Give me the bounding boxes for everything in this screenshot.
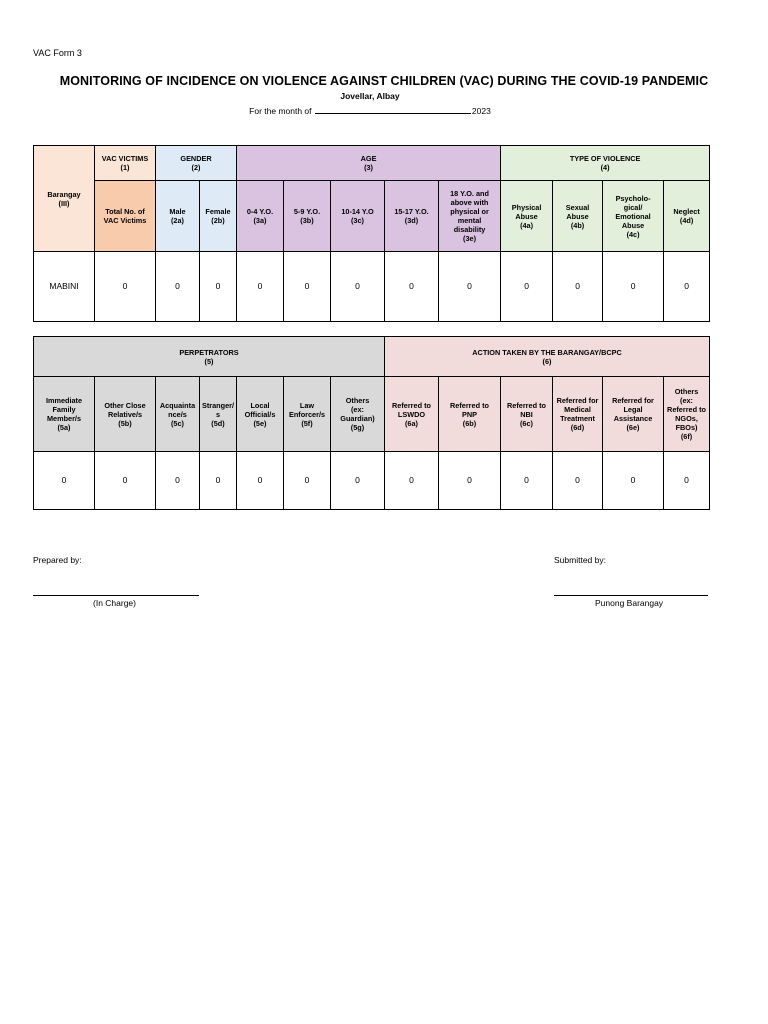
- age-5-9-cell[interactable]: 0: [284, 252, 331, 322]
- psychological-abuse-header: Psycholo- gical/ Emotional Abuse (4c): [603, 181, 664, 252]
- vac-victims-header: VAC VICTIMS (1): [95, 146, 156, 181]
- close-relatives-header: Other Close Relative/s (5b): [95, 377, 156, 452]
- strangers-cell[interactable]: 0: [200, 452, 237, 510]
- perpetrators-actions-table: [33, 336, 710, 510]
- local-officials-cell[interactable]: 0: [237, 452, 284, 510]
- referred-legal-cell[interactable]: 0: [603, 452, 664, 510]
- acquaintances-cell[interactable]: 0: [156, 452, 200, 510]
- referred-pnp-header: Referred to PNP (6b): [439, 377, 501, 452]
- referred-nbi-header: Referred to NBI (6c): [501, 377, 553, 452]
- sexual-abuse-header: Sexual Abuse (4b): [553, 181, 603, 252]
- violence-type-header: TYPE OF VIOLENCE (4): [501, 146, 710, 181]
- action-taken-header: ACTION TAKEN BY THE BARANGAY/BCPC (6): [385, 337, 710, 377]
- age-5-9-header: 5-9 Y.O. (3b): [284, 181, 331, 252]
- age-header: AGE (3): [237, 146, 501, 181]
- form-number: VAC Form 3: [33, 48, 82, 58]
- neglect-header: Neglect (4d): [664, 181, 710, 252]
- other-perpetrators-header: Others (ex: Guardian) (5g): [331, 377, 385, 452]
- submitted-by-signature-line[interactable]: [554, 595, 708, 596]
- month-label: For the month of: [249, 106, 312, 116]
- sexual-abuse-cell[interactable]: 0: [553, 252, 603, 322]
- month-blank-field[interactable]: [315, 105, 471, 114]
- male-header: Male (2a): [156, 181, 200, 252]
- gender-header: GENDER (2): [156, 146, 237, 181]
- age-15-17-cell[interactable]: 0: [385, 252, 439, 322]
- male-cell[interactable]: 0: [156, 252, 200, 322]
- immediate-family-header: Immediate Family Member/s (5a): [34, 377, 95, 452]
- referred-lswdo-header: Referred to LSWDO (6a): [385, 377, 439, 452]
- strangers-header: Stranger/ s (5d): [200, 377, 237, 452]
- age-0-4-cell[interactable]: 0: [237, 252, 284, 322]
- referred-nbi-cell[interactable]: 0: [501, 452, 553, 510]
- age-10-14-cell[interactable]: 0: [331, 252, 385, 322]
- form-title: MONITORING OF INCIDENCE ON VIOLENCE AGAINST CHILDREN (VAC) DURING THE COVID-19 PANDEMIC: [59, 74, 709, 88]
- immediate-family-cell[interactable]: 0: [34, 452, 95, 510]
- age-0-4-header: 0-4 Y.O. (3a): [237, 181, 284, 252]
- total-victims-header: Total No. of VAC Victims: [95, 181, 156, 252]
- other-perpetrators-cell[interactable]: 0: [331, 452, 385, 510]
- close-relatives-cell[interactable]: 0: [95, 452, 156, 510]
- physical-abuse-header: Physical Abuse (4a): [501, 181, 553, 252]
- barangay-header: Barangay (III): [34, 146, 95, 252]
- female-cell[interactable]: 0: [200, 252, 237, 322]
- month-line: [0, 105, 740, 116]
- barangay-name-cell: MABINI: [34, 252, 95, 322]
- age-15-17-header: 15-17 Y.O. (3d): [385, 181, 439, 252]
- submitted-by-label: Submitted by:: [554, 555, 606, 565]
- age-10-14-header: 10-14 Y.O (3c): [331, 181, 385, 252]
- law-enforcers-header: Law Enforcer/s (5f): [284, 377, 331, 452]
- prepared-by-label: Prepared by:: [33, 555, 82, 565]
- neglect-cell[interactable]: 0: [664, 252, 710, 322]
- acquaintances-header: Acquainta nce/s (5c): [156, 377, 200, 452]
- law-enforcers-cell[interactable]: 0: [284, 452, 331, 510]
- referred-medical-header: Referred for Medical Treatment (6d): [553, 377, 603, 452]
- punong-barangay-label: Punong Barangay: [595, 598, 664, 608]
- referred-pnp-cell[interactable]: 0: [439, 452, 501, 510]
- perpetrators-header: PERPETRATORS (5): [34, 337, 385, 377]
- month-year: 2023: [471, 106, 491, 116]
- other-referrals-cell[interactable]: 0: [664, 452, 710, 510]
- referred-medical-cell[interactable]: 0: [553, 452, 603, 510]
- age-18-disability-cell[interactable]: 0: [439, 252, 501, 322]
- prepared-by-signature-line[interactable]: [33, 595, 199, 596]
- local-officials-header: Local Official/s (5e): [237, 377, 284, 452]
- form-location: Jovellar, Albay: [340, 91, 400, 101]
- psychological-abuse-cell[interactable]: 0: [603, 252, 664, 322]
- age-18-disability-header: 18 Y.O. and above with physical or mental disability (3e): [439, 181, 501, 252]
- total-victims-cell[interactable]: 0: [95, 252, 156, 322]
- referred-legal-header: Referred for Legal Assistance (6e): [603, 377, 664, 452]
- female-header: Female (2b): [200, 181, 237, 252]
- physical-abuse-cell[interactable]: 0: [501, 252, 553, 322]
- in-charge-label: (In Charge): [93, 598, 136, 608]
- other-referrals-header: Others (ex: Referred to NGOs, FBOs) (6f): [664, 377, 710, 452]
- referred-lswdo-cell[interactable]: 0: [385, 452, 439, 510]
- victims-table: [33, 145, 710, 322]
